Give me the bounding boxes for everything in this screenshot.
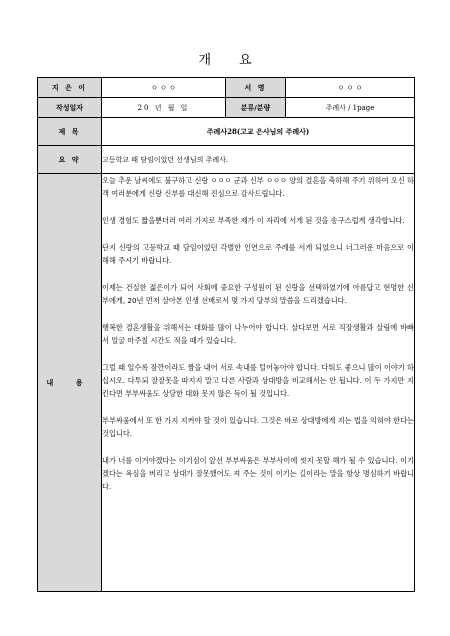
- subject-label: 제 목: [38, 118, 102, 146]
- content-paragraph: 부부싸움에서 또 한 가지 지켜야 할 것이 있습니다. 그것은 바로 상대방에게 지는 법을 익혀야 한다는 것입니다.: [102, 416, 414, 438]
- page-title: 개요: [198, 53, 280, 68]
- category-label: 분류/분량: [226, 98, 286, 118]
- author-value: ㅇ ㅇ ㅇ: [102, 78, 226, 98]
- content-label: 내 용: [38, 174, 102, 592]
- signature-label: 서 명: [226, 78, 286, 98]
- content-paragraph: 이제는 건실한 젊은이가 되어 사회에 중요한 구성원이 된 신랑을 선택하였기에 아름답고 현명한 신부에게, 20년 먼저 살아본 인생 선배로서 몇 가지 당부의 말씀을 드리겠습니다.: [102, 283, 414, 305]
- content-paragraph: 단지 신랑의 고등학교 때 담임이었던 각별한 인연으로 주례를 서게 되었으니 너그러운 마음으로 이해해 주시기 바랍니다.: [102, 243, 414, 265]
- signature-value: ㅇ ㅇ ㅇ: [286, 78, 415, 98]
- date-value: 20 년 월 일: [102, 98, 226, 118]
- category-value: 주례사 / 1page: [286, 98, 415, 118]
- content-paragraph: 인생 경험도 짧을뿐더러 여러 가지로 부족한 제가 이 자리에 서게 된 것을 송구스럽게 생각합니다.: [102, 216, 405, 225]
- summary-value: 고등학교 때 담임이었던 선생님의 주례사.: [102, 146, 415, 174]
- subject-value: 주례사28(고교 은사님의 주례사): [102, 118, 415, 146]
- content-paragraph: 오늘 추운 날씨에도 불구하고 신랑 ㅇㅇㅇ 군과 신부 ㅇㅇㅇ 양의 결혼을 축하해 주기 위하여 오신 하객 여러분에게 신랑 신부를 대신해 진심으로 감사드립니다.: [102, 176, 414, 198]
- content-paragraph: 그럴 때 일수록 잠깐이라도 짬을 내어 서로 속내를 털어놓아야 합니다. 다퉈도 좋으니 많이 이야기 하십시오. 다투되 잘잘못을 따지지 말고 다른 사람과 상대방을 비교해서는 안 됩니다. 이 두 가지만 지킨다면 부부싸움도 상당한 대화 못지 않은 득이 될 것입니다.: [102, 363, 414, 398]
- content-paragraph: 내가 너를 이겨야겠다는 이기심이 앞선 부부싸움은 부부사이에 씻지 못할 해가 될 수 있습니다. 이기겠다는 욕심을 버리고 상대가 잘못했어도 져 주는 것이 이기는 길이라는 말을 항상 명심하기 바랍니다.: [102, 456, 414, 491]
- content-paragraph: 행복한 결혼생활을 위해서는 대화를 많이 나누어야 합니다. 살다보면 서로 직장생활과 살림에 바빠서 얼굴 마주칠 시간도 적을 때가 있습니다.: [102, 323, 414, 345]
- author-label: 지 은 이: [38, 78, 102, 98]
- content-body: [102, 174, 415, 592]
- summary-label: 요 약: [38, 146, 102, 174]
- date-label: 작성일자: [38, 98, 102, 118]
- summary-form-table: [37, 77, 415, 592]
